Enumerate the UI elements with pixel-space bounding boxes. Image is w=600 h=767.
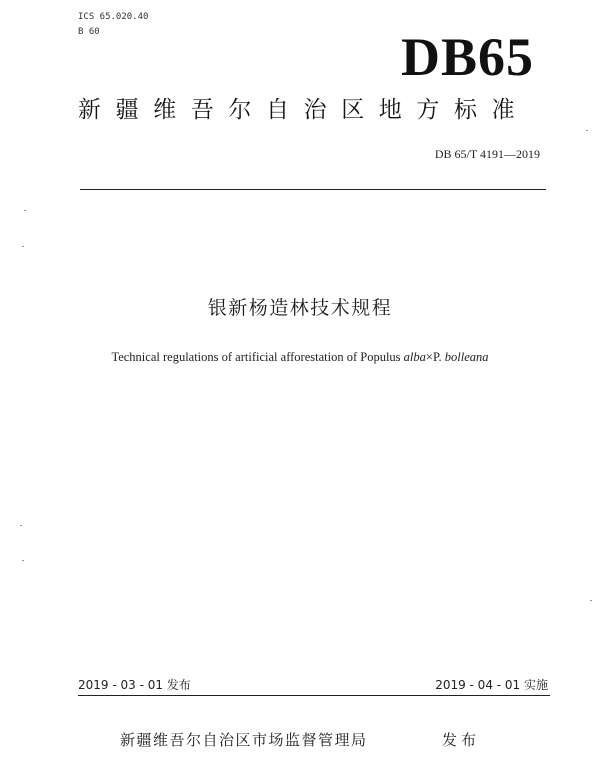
footer-rule: [78, 695, 550, 696]
title-en-species-bolleana: bolleana: [444, 350, 489, 364]
db65-logo: DB65: [400, 27, 534, 87]
scan-speck: [22, 560, 24, 561]
header-rule: [80, 189, 546, 190]
title-en-prefix: Technical regulations of artificial afforestation of Populus: [111, 350, 404, 364]
publish-label: 发布: [442, 731, 481, 749]
document-title-en: [0, 350, 600, 365]
standard-number: DB 65/T 4191—2019: [434, 147, 540, 161]
implementation-date: 2019 - 04 - 01 实施: [435, 678, 548, 692]
scan-speck: [22, 246, 24, 247]
standard-type-heading: 新疆维吾尔自治区地方标准: [78, 97, 530, 123]
issue-date: 2019 - 03 - 01 发布: [78, 678, 191, 692]
scan-speck: [590, 600, 592, 601]
title-en-species-alba: alba: [403, 350, 426, 364]
title-en-cross: ×P.: [425, 350, 445, 364]
document-title-cn: 银新杨造林技术规程: [207, 297, 393, 319]
ics-code: ICS 65.020.40: [78, 12, 149, 22]
scan-speck: [586, 130, 588, 131]
scan-speck: [20, 525, 22, 526]
scan-speck: [24, 210, 26, 211]
ccs-code: B 60: [78, 27, 100, 37]
publisher-name: 新疆维吾尔自治区市场监督管理局: [120, 731, 368, 749]
